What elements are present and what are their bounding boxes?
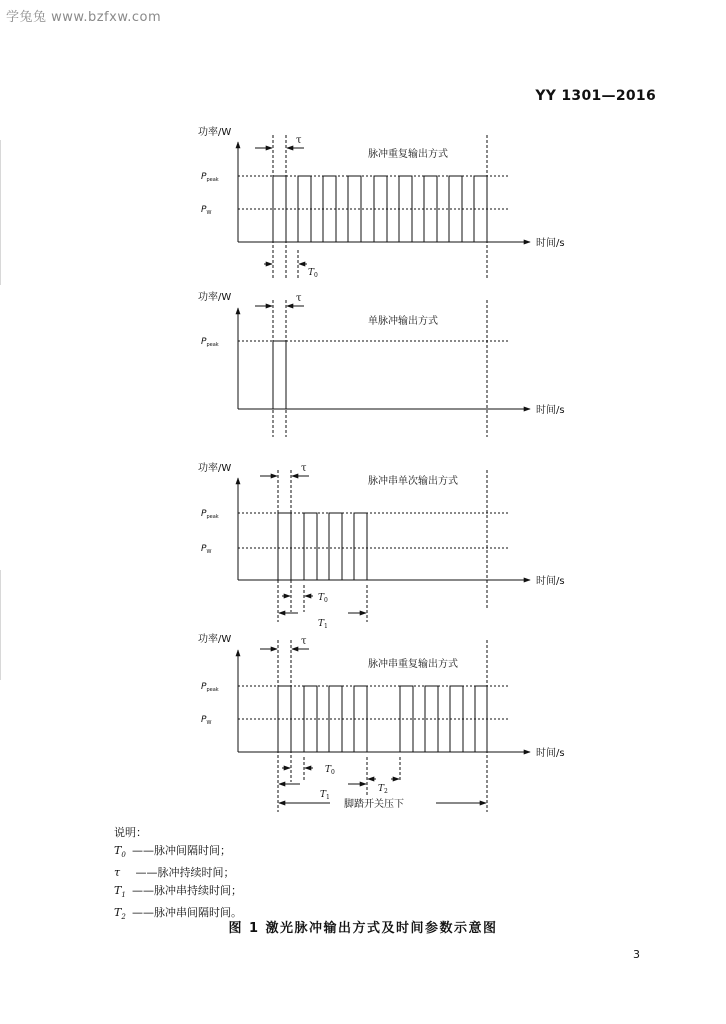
p-peak-label: $P_{peak}$ bbox=[201, 682, 219, 693]
tau-label: τ bbox=[296, 135, 302, 146]
t0-label: $T_0$ bbox=[325, 765, 335, 776]
y-axis-label: 功率/W bbox=[198, 127, 232, 138]
pulse-burst bbox=[238, 513, 367, 580]
legend-heading: 说明： bbox=[114, 826, 147, 839]
p-peak-label: $P_{peak}$ bbox=[201, 509, 219, 520]
p-w-label: $P_W$ bbox=[201, 715, 212, 726]
t1-label: $T_1$ bbox=[320, 790, 330, 801]
p-w-label: $P_W$ bbox=[201, 205, 212, 216]
single-pulse bbox=[238, 341, 286, 409]
legend-symbol: $T_0$ bbox=[114, 844, 126, 860]
legend-text: ——脉冲串间隔时间。 bbox=[132, 906, 242, 920]
legend-text: ——脉冲间隔时间； bbox=[132, 844, 231, 857]
legend-text: ——脉冲串持续时间； bbox=[132, 884, 242, 898]
p-peak-label: $P_{peak}$ bbox=[201, 337, 219, 348]
legend-item bbox=[114, 882, 242, 904]
page-number: 3 bbox=[633, 948, 640, 961]
diagram-title: 脉冲串重复输出方式 bbox=[368, 659, 458, 670]
standard-number: YY 1301—2016 bbox=[535, 88, 656, 104]
legend-symbol: $T_2$ bbox=[114, 906, 126, 922]
tau-label: τ bbox=[301, 636, 307, 647]
y-axis-label: 功率/W bbox=[198, 292, 232, 303]
legend-symbol: τ bbox=[114, 866, 121, 880]
x-axis-label: 时间/s bbox=[536, 405, 565, 416]
diagram-repeated-pulse bbox=[198, 125, 565, 280]
x-axis-label: 时间/s bbox=[536, 238, 565, 249]
diagram-title: 单脉冲输出方式 bbox=[368, 316, 438, 327]
figure-caption: 图 1 激光脉冲输出方式及时间参数示意图 bbox=[228, 921, 498, 936]
diagram-single-pulse bbox=[198, 290, 565, 437]
diagram-burst-single bbox=[198, 461, 565, 630]
t2-label: $T_2$ bbox=[378, 784, 388, 795]
y-axis-label: 功率/W bbox=[198, 634, 232, 645]
legend-item bbox=[114, 864, 242, 882]
tau-label: τ bbox=[296, 293, 302, 304]
x-axis-label: 时间/s bbox=[536, 576, 565, 587]
y-axis-label: 功率/W bbox=[198, 463, 232, 474]
tau-label: τ bbox=[301, 463, 307, 474]
legend-text: ——脉冲持续时间； bbox=[132, 866, 235, 880]
watermark: 学兔兔 www.bzfxw.com bbox=[6, 10, 162, 25]
p-w-label: $P_W$ bbox=[201, 544, 212, 555]
diagram-title: 脉冲重复输出方式 bbox=[368, 149, 448, 160]
legend-symbol: $T_1$ bbox=[114, 884, 126, 900]
t1-label: $T_1$ bbox=[318, 619, 328, 630]
legend-item bbox=[114, 842, 242, 864]
diagram-title: 脉冲串单次输出方式 bbox=[368, 476, 458, 487]
p-peak-label: $P_{peak}$ bbox=[201, 172, 219, 183]
t0-label: $T_0$ bbox=[318, 593, 328, 604]
diagram-burst-repeated bbox=[198, 632, 565, 812]
legend bbox=[114, 824, 242, 927]
t0-label: $T_0$ bbox=[308, 268, 318, 279]
foot-switch-label: 脚踏开关压下 bbox=[344, 799, 404, 810]
x-axis-label: 时间/s bbox=[536, 748, 565, 759]
